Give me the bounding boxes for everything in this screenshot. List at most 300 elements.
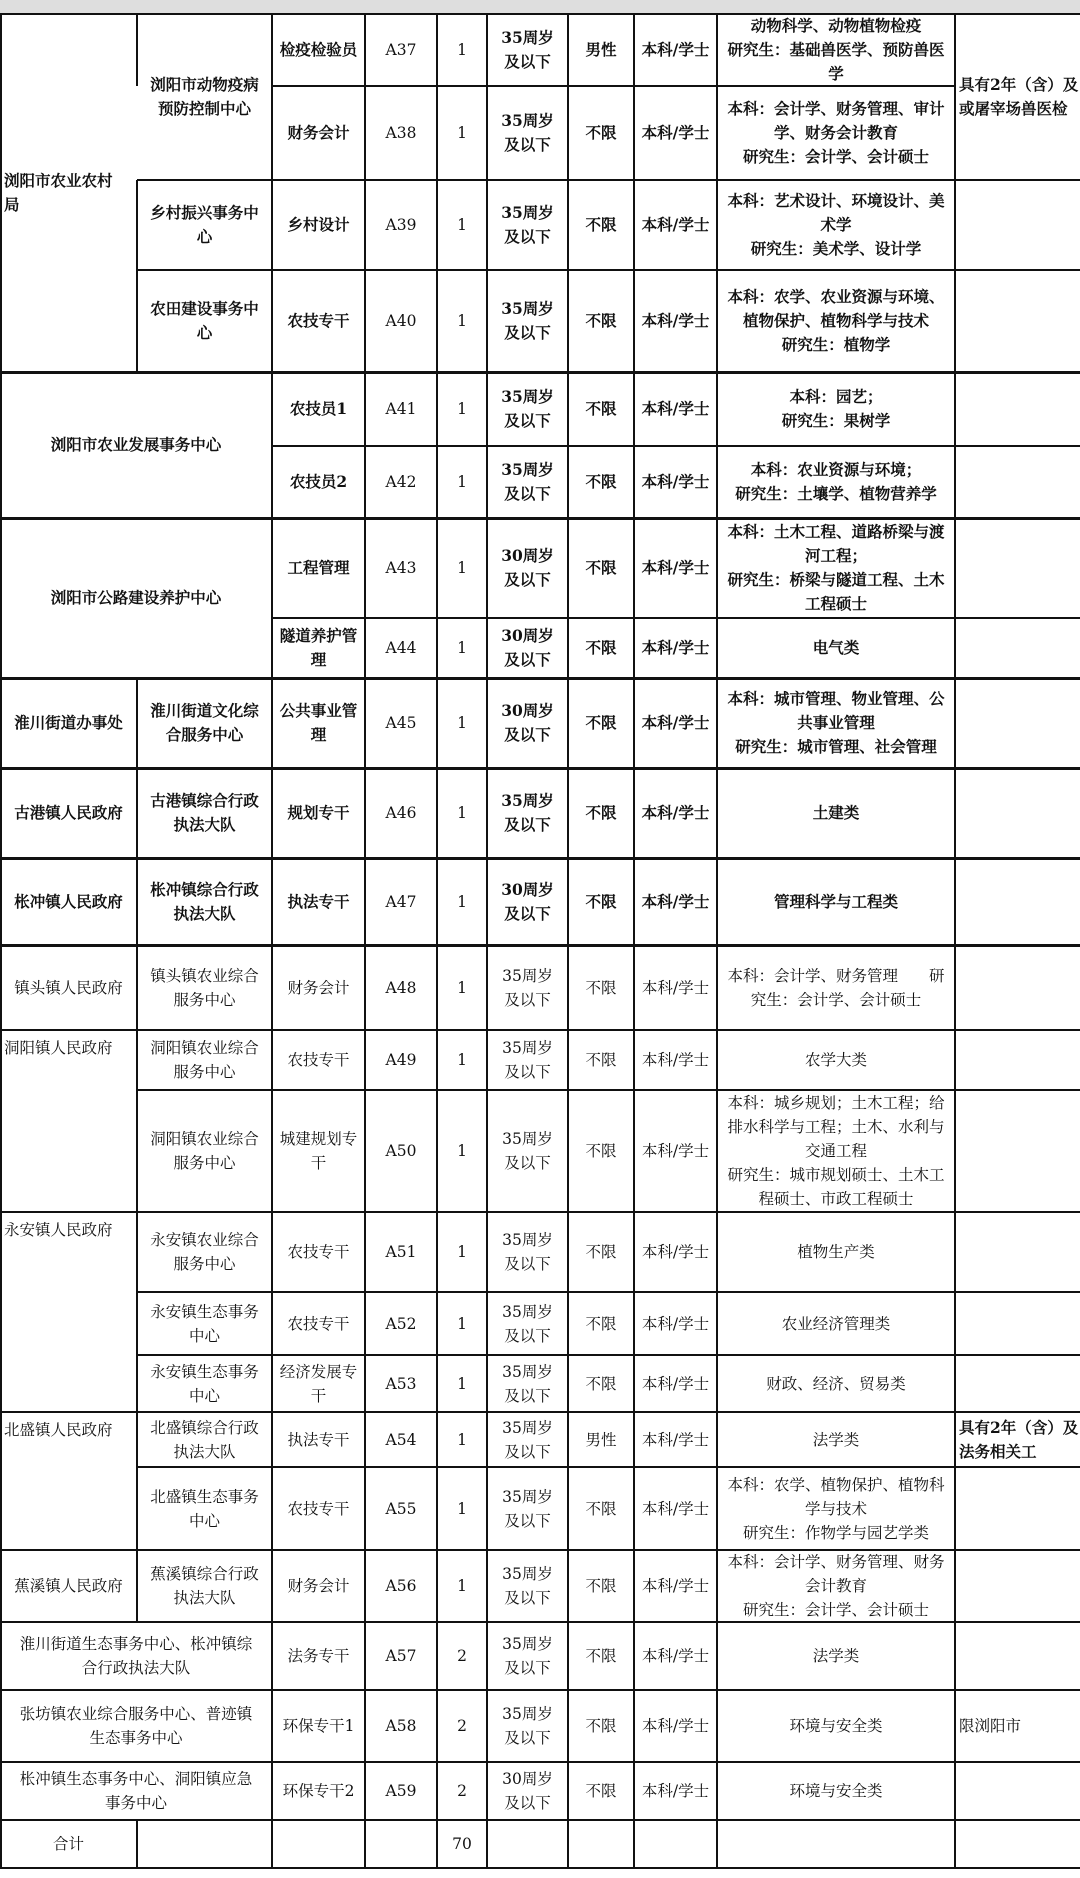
grid-hline bbox=[955, 371, 1080, 374]
count-cell: 1 bbox=[457, 978, 467, 997]
post-cell: 执法专干 bbox=[287, 891, 350, 911]
grid-hline bbox=[272, 1211, 955, 1213]
count-cell: 1 bbox=[457, 473, 467, 491]
grid-hline bbox=[137, 1029, 272, 1031]
grid-hline bbox=[272, 1029, 955, 1031]
sub-unit-cell: 农田建设事务中 心 bbox=[150, 299, 259, 342]
grid-hline bbox=[272, 1466, 955, 1468]
major-cell: 土建类 bbox=[812, 803, 860, 822]
other-requirements-cell bbox=[955, 1622, 1080, 1690]
unit-cell: 淮川街道生态事务中心、枨冲镇综 合行政执法大队 bbox=[19, 1635, 253, 1677]
other-requirements-cell bbox=[955, 518, 1080, 618]
unit-cell: 古港镇人民政府 bbox=[14, 803, 123, 822]
unit-cell: 镇头镇人民政府 bbox=[14, 978, 123, 997]
grid-hline bbox=[137, 1089, 272, 1091]
post-cell: 公共事业管 理 bbox=[279, 701, 358, 744]
grid-hline bbox=[955, 1291, 1080, 1293]
grid-hline bbox=[955, 1621, 1080, 1623]
post-cell: 农技专干 bbox=[287, 1314, 350, 1333]
other-requirements-cell bbox=[955, 1762, 1080, 1820]
grid-hline bbox=[272, 617, 955, 619]
other-requirements-cell bbox=[955, 858, 1080, 945]
grid-hline bbox=[137, 517, 272, 520]
grid-hline bbox=[137, 1354, 272, 1356]
education-cell: 本科/学士 bbox=[641, 1430, 710, 1449]
other-requirements-cell bbox=[955, 180, 1080, 270]
gender-cell: 不限 bbox=[585, 1142, 617, 1160]
grid-hline bbox=[137, 1689, 272, 1691]
count-cell: 1 bbox=[457, 1243, 467, 1261]
grid-hline bbox=[137, 1211, 272, 1213]
grid-vline bbox=[136, 1090, 138, 1212]
grid-vline bbox=[136, 1550, 138, 1622]
unit-cell: 枨冲镇人民政府 bbox=[14, 891, 123, 911]
gender-cell: 不限 bbox=[585, 891, 617, 911]
age-cell: 35周岁 及以下 bbox=[502, 1635, 553, 1677]
code-cell: A43 bbox=[385, 559, 417, 577]
education-cell: 本科/学士 bbox=[641, 713, 710, 732]
grid-hline bbox=[955, 617, 1080, 619]
post-cell: 执法专干 bbox=[287, 1430, 350, 1449]
other-requirements-cell bbox=[955, 768, 1080, 858]
major-cell: 植物生产类 bbox=[797, 1243, 875, 1261]
count-cell: 1 bbox=[457, 124, 467, 142]
grid-hline bbox=[272, 1819, 955, 1821]
gender-cell: 不限 bbox=[585, 215, 617, 234]
grid-hline bbox=[955, 517, 1080, 520]
sub-unit-cell: 北盛镇生态事务 中心 bbox=[150, 1487, 259, 1530]
grid-hline bbox=[272, 1621, 955, 1623]
grid-hline bbox=[272, 944, 955, 947]
major-cell: 本科：农业资源与环境； 研究生：土壤学、植物营养学 bbox=[735, 460, 937, 503]
grid-hline bbox=[0, 1549, 137, 1551]
gender-cell: 不限 bbox=[585, 558, 617, 577]
major-cell: 环境与安全类 bbox=[789, 1782, 883, 1800]
code-cell: A44 bbox=[385, 639, 417, 657]
grid-hline bbox=[955, 1089, 1080, 1091]
count-cell: 1 bbox=[457, 1430, 467, 1449]
other-requirements-cell bbox=[955, 446, 1080, 518]
unit-cell: 永安镇人民政府 bbox=[4, 1221, 113, 1239]
code-cell: A38 bbox=[385, 124, 417, 142]
grid-hline bbox=[0, 1819, 137, 1821]
grid-hline bbox=[272, 371, 955, 374]
grid-hline bbox=[272, 1354, 955, 1356]
major-cell: 本科：城乡规划；土木工程；给 排水科学与工程；土木、水利与 交通工程 研究生：城市规划硕士、土木工 程硕士、市政工程硕士 bbox=[727, 1094, 945, 1208]
code-cell: A47 bbox=[385, 892, 417, 911]
sub-unit-cell: 洞阳镇农业综合 服务中心 bbox=[150, 1039, 259, 1081]
grid-hline bbox=[0, 677, 137, 680]
post-cell: 环保专干2 bbox=[282, 1782, 355, 1800]
education-cell: 本科/学士 bbox=[641, 399, 710, 418]
grid-hline bbox=[272, 269, 955, 271]
grid-vline bbox=[567, 14, 569, 1868]
grid-hline bbox=[955, 1819, 1080, 1821]
sub-unit-cell: 永安镇生态事务 中心 bbox=[150, 1362, 259, 1405]
code-cell: A56 bbox=[385, 1577, 417, 1595]
count-cell: 1 bbox=[457, 804, 467, 822]
sub-unit-cell: 永安镇农业综合 服务中心 bbox=[150, 1231, 259, 1273]
post-cell: 农技员1 bbox=[289, 399, 348, 418]
education-cell: 本科/学士 bbox=[641, 1243, 710, 1261]
gender-cell: 不限 bbox=[585, 1051, 617, 1069]
age-cell: 35周岁 及以下 bbox=[501, 203, 554, 246]
education-cell: 本科/学士 bbox=[641, 891, 710, 911]
gender-cell: 不限 bbox=[585, 1499, 617, 1518]
unit-cell: 张坊镇农业综合服务中心、普迹镇 生态事务中心 bbox=[19, 1705, 253, 1747]
other-requirements-cell bbox=[955, 1090, 1080, 1212]
other-requirements-cell bbox=[955, 618, 1080, 678]
grid-hline bbox=[955, 1466, 1080, 1468]
grid-hline bbox=[955, 1689, 1080, 1691]
education-cell: 本科/学士 bbox=[641, 1782, 710, 1800]
education-cell: 本科/学士 bbox=[641, 1647, 710, 1665]
major-cell: 电气类 bbox=[812, 638, 860, 657]
grid-hline bbox=[272, 13, 955, 15]
grid-vline bbox=[136, 1467, 138, 1550]
sub-unit-cell: 淮川街道文化综 合服务中心 bbox=[150, 701, 259, 744]
grid-hline bbox=[0, 944, 137, 947]
total-count: 70 bbox=[452, 1835, 472, 1853]
post-cell: 农技员2 bbox=[289, 472, 348, 491]
education-cell: 本科/学士 bbox=[641, 1142, 710, 1160]
grid-hline bbox=[0, 857, 137, 860]
grid-hline bbox=[272, 445, 955, 447]
age-cell: 35周岁 及以下 bbox=[501, 111, 554, 154]
age-cell: 35周岁 及以下 bbox=[502, 1039, 553, 1081]
gender-cell: 不限 bbox=[585, 1647, 617, 1665]
unit-cell: 浏阳市农业农村 局 bbox=[4, 171, 113, 214]
post-cell: 财务会计 bbox=[287, 1577, 350, 1595]
education-cell: 本科/学士 bbox=[641, 638, 710, 657]
post-cell: 经济发展专 干 bbox=[279, 1362, 358, 1405]
code-cell: A58 bbox=[385, 1717, 417, 1735]
code-cell: A53 bbox=[385, 1374, 417, 1393]
other-requirements-cell bbox=[955, 372, 1080, 446]
count-cell: 1 bbox=[457, 312, 467, 330]
grid-hline bbox=[137, 1819, 272, 1821]
major-cell: 管理科学与工程类 bbox=[773, 891, 898, 911]
major-cell: 本科：艺术设计、环境设计、美 术学 研究生：美术学、设计学 bbox=[727, 191, 945, 258]
gender-cell: 不限 bbox=[585, 1243, 617, 1261]
grid-vline bbox=[136, 945, 138, 1030]
post-cell: 环保专干1 bbox=[282, 1717, 355, 1735]
education-cell: 本科/学士 bbox=[641, 803, 710, 822]
grid-hline bbox=[0, 1029, 137, 1031]
code-cell: A45 bbox=[385, 714, 417, 732]
gender-cell: 男性 bbox=[585, 40, 617, 59]
unit-cell: 枨冲镇生态事务中心、洞阳镇应急 事务中心 bbox=[19, 1770, 253, 1812]
other-requirements-cell bbox=[955, 1355, 1080, 1412]
age-cell: 35周岁 及以下 bbox=[502, 1362, 553, 1405]
education-cell: 本科/学士 bbox=[641, 1051, 710, 1069]
age-cell: 35周岁 及以下 bbox=[501, 460, 554, 503]
gender-cell: 不限 bbox=[585, 311, 617, 330]
sub-unit-cell: 永安镇生态事务 中心 bbox=[150, 1302, 259, 1345]
grid-vline bbox=[136, 858, 138, 945]
code-cell: A42 bbox=[385, 473, 417, 491]
age-cell: 35周岁 及以下 bbox=[501, 299, 554, 342]
grid-hline bbox=[272, 85, 955, 87]
other-requirements-cell bbox=[955, 1292, 1080, 1355]
grid-hline bbox=[955, 1549, 1080, 1551]
grid-hline bbox=[272, 1867, 955, 1869]
sub-unit-cell: 北盛镇综合行政 执法大队 bbox=[150, 1418, 259, 1461]
education-cell: 本科/学士 bbox=[641, 215, 710, 234]
other-requirements-cell bbox=[955, 270, 1080, 372]
grid-hline bbox=[955, 179, 1080, 181]
age-cell: 35周岁 及以下 bbox=[501, 791, 554, 834]
gender-cell: 不限 bbox=[585, 1577, 617, 1595]
grid-hline bbox=[0, 1411, 137, 1413]
major-cell: 本科：城市管理、物业管理、公 共事业管理 研究生：城市管理、社会管理 bbox=[727, 689, 945, 756]
count-cell: 1 bbox=[457, 559, 467, 577]
age-cell: 35周岁 及以下 bbox=[502, 1130, 553, 1172]
major-cell: 本科：农学、农业资源与环境、 植物保护、植物科学与技术 研究生：植物学 bbox=[727, 287, 945, 354]
grid-hline bbox=[272, 1291, 955, 1293]
education-cell: 本科/学士 bbox=[641, 1577, 710, 1595]
grid-hline bbox=[955, 767, 1080, 770]
post-cell: 规划专干 bbox=[287, 803, 350, 822]
grid-vline bbox=[136, 180, 138, 270]
education-cell: 本科/学士 bbox=[641, 1717, 710, 1735]
education-cell: 本科/学士 bbox=[641, 558, 710, 577]
grid-hline bbox=[137, 1411, 272, 1413]
code-cell: A37 bbox=[385, 41, 417, 59]
grid-hline bbox=[137, 13, 272, 15]
grid-hline bbox=[0, 13, 137, 15]
grid-hline bbox=[137, 1621, 272, 1623]
grid-hline bbox=[955, 1354, 1080, 1356]
education-cell: 本科/学士 bbox=[641, 40, 710, 59]
other-requirements-cell bbox=[955, 1212, 1080, 1292]
grid-hline bbox=[272, 1549, 955, 1551]
major-cell: 本科：园艺； 研究生：果树学 bbox=[781, 387, 891, 430]
education-cell: 本科/学士 bbox=[641, 472, 710, 491]
post-cell: 检疫检验员 bbox=[279, 40, 358, 59]
grid-hline bbox=[272, 677, 955, 680]
gender-cell: 不限 bbox=[585, 1374, 617, 1393]
count-cell: 2 bbox=[457, 1647, 467, 1665]
grid-hline bbox=[272, 1411, 955, 1413]
education-cell: 本科/学士 bbox=[641, 123, 710, 142]
grid-vline bbox=[954, 14, 956, 1868]
age-cell: 35周岁 及以下 bbox=[502, 1487, 553, 1530]
age-cell: 35周岁 及以下 bbox=[502, 1565, 553, 1607]
gender-cell: 不限 bbox=[585, 638, 617, 657]
grid-vline bbox=[136, 270, 138, 372]
other-requirements-cell bbox=[955, 1550, 1080, 1622]
grid-hline bbox=[0, 1761, 137, 1763]
sub-unit-cell: 镇头镇农业综合 服务中心 bbox=[150, 966, 259, 1009]
sub-unit-cell: 浏阳市动物疫病 预防控制中心 bbox=[150, 75, 259, 118]
age-cell: 35周岁 及以下 bbox=[502, 966, 553, 1009]
major-cell: 财政、经济、贸易类 bbox=[766, 1374, 906, 1393]
gender-cell: 男性 bbox=[585, 1430, 617, 1449]
code-cell: A39 bbox=[385, 216, 417, 234]
other-requirements-cell bbox=[955, 678, 1080, 768]
count-cell: 1 bbox=[457, 216, 467, 234]
code-cell: A49 bbox=[385, 1051, 417, 1069]
grid-hline bbox=[272, 857, 955, 860]
sub-unit-cell: 乡村振兴事务中 心 bbox=[150, 203, 259, 246]
grid-hline bbox=[137, 1291, 272, 1293]
major-cell: 法学类 bbox=[812, 1647, 860, 1665]
grid-vline bbox=[136, 1355, 138, 1412]
age-cell: 30周岁 及以下 bbox=[501, 626, 554, 669]
grid-vline bbox=[136, 678, 138, 768]
grid-vline bbox=[364, 14, 366, 1868]
grid-vline bbox=[271, 14, 273, 1868]
post-cell: 农技专干 bbox=[287, 1051, 350, 1069]
sub-unit-cell: 枨冲镇综合行政 执法大队 bbox=[150, 879, 259, 923]
gender-cell: 不限 bbox=[585, 123, 617, 142]
age-cell: 30周岁 及以下 bbox=[502, 1770, 553, 1812]
major-cell: 本科：会计学、财务管理、财务 会计教育 研究生：会计学、会计硕士 bbox=[727, 1553, 945, 1619]
count-cell: 1 bbox=[457, 714, 467, 732]
grid-vline bbox=[136, 1292, 138, 1355]
grid-hline bbox=[137, 677, 272, 680]
unit-cell: 淮川街道办事处 bbox=[14, 713, 123, 732]
count-cell: 2 bbox=[457, 1782, 467, 1800]
post-cell: 财务会计 bbox=[287, 123, 350, 142]
gender-cell: 不限 bbox=[585, 1782, 617, 1800]
major-cell: 动物科学、动物植物检疫 研究生：基础兽医学、预防兽医 学 bbox=[727, 16, 945, 83]
other-requirements-cell: 具有2年（含）及 法务相关工 bbox=[959, 1417, 1079, 1461]
other-requirements-cell bbox=[955, 1467, 1080, 1550]
grid-hline bbox=[0, 1621, 137, 1623]
unit-cell: 浏阳市农业发展事务中心 bbox=[50, 435, 222, 454]
count-cell: 1 bbox=[457, 1142, 467, 1160]
code-cell: A52 bbox=[385, 1314, 417, 1333]
other-requirements-cell: 限浏阳市 bbox=[959, 1717, 1022, 1735]
count-cell: 1 bbox=[457, 892, 467, 911]
grid-hline bbox=[137, 767, 272, 770]
count-cell: 1 bbox=[457, 400, 467, 418]
gender-cell: 不限 bbox=[585, 1717, 617, 1735]
grid-hline bbox=[955, 1211, 1080, 1213]
grid-hline bbox=[955, 1761, 1080, 1763]
age-cell: 35周岁 及以下 bbox=[501, 387, 554, 430]
post-cell: 法务专干 bbox=[287, 1647, 350, 1665]
major-cell: 环境与安全类 bbox=[789, 1717, 883, 1735]
grid-hline bbox=[955, 1411, 1080, 1413]
count-cell: 2 bbox=[457, 1717, 467, 1735]
gender-cell: 不限 bbox=[585, 399, 617, 418]
gender-cell: 不限 bbox=[585, 978, 617, 997]
major-cell: 农业经济管理类 bbox=[781, 1314, 891, 1333]
grid-hline bbox=[0, 1867, 137, 1869]
age-cell: 35周岁 及以下 bbox=[502, 1302, 553, 1345]
grid-vline bbox=[633, 14, 635, 1868]
total-label: 合计 bbox=[52, 1835, 84, 1853]
gender-cell: 不限 bbox=[585, 803, 617, 822]
grid-hline bbox=[137, 1867, 272, 1869]
education-cell: 本科/学士 bbox=[641, 1314, 710, 1333]
grid-hline bbox=[137, 1761, 272, 1763]
code-cell: A59 bbox=[385, 1782, 417, 1800]
gender-cell: 不限 bbox=[585, 713, 617, 732]
post-cell: 农技专干 bbox=[287, 1243, 350, 1261]
code-cell: A54 bbox=[385, 1430, 417, 1449]
post-cell: 城建规划专 干 bbox=[279, 1130, 358, 1172]
count-cell: 1 bbox=[457, 1314, 467, 1333]
grid-hline bbox=[0, 371, 137, 374]
grid-hline bbox=[955, 677, 1080, 680]
gender-cell: 不限 bbox=[585, 472, 617, 491]
code-cell: A57 bbox=[385, 1647, 417, 1665]
code-cell: A50 bbox=[385, 1142, 417, 1160]
code-cell: A40 bbox=[385, 312, 417, 330]
grid-hline bbox=[137, 944, 272, 947]
grid-hline bbox=[955, 445, 1080, 447]
grid-hline bbox=[955, 1029, 1080, 1031]
grid-hline bbox=[137, 1466, 272, 1468]
grid-hline bbox=[272, 517, 955, 520]
sub-unit-cell: 洞阳镇农业综合 服务中心 bbox=[150, 1130, 259, 1172]
code-cell: A46 bbox=[385, 804, 417, 822]
count-cell: 1 bbox=[457, 1499, 467, 1518]
code-cell: A41 bbox=[385, 400, 417, 418]
grid-hline bbox=[0, 517, 137, 520]
other-requirements-cell bbox=[955, 1030, 1080, 1090]
age-cell: 30周岁 及以下 bbox=[501, 879, 554, 923]
grid-hline bbox=[272, 767, 955, 770]
age-cell: 30周岁 及以下 bbox=[501, 546, 554, 589]
grid-hline bbox=[0, 1689, 137, 1691]
grid-vline bbox=[0, 14, 2, 1868]
age-cell: 35周岁 及以下 bbox=[502, 1705, 553, 1747]
education-cell: 本科/学士 bbox=[641, 978, 710, 997]
major-cell: 农学大类 bbox=[804, 1051, 867, 1069]
education-cell: 本科/学士 bbox=[641, 1374, 710, 1393]
unit-cell: 浏阳市公路建设养护中心 bbox=[50, 588, 222, 607]
grid-vline bbox=[136, 1820, 138, 1868]
grid-vline bbox=[486, 14, 488, 1868]
grid-hline bbox=[0, 767, 137, 770]
top-strip bbox=[0, 0, 1080, 14]
unit-cell: 蕉溪镇人民政府 bbox=[14, 1577, 123, 1595]
grid-hline bbox=[137, 1549, 272, 1551]
post-cell: 财务会计 bbox=[287, 978, 350, 997]
grid-hline bbox=[955, 857, 1080, 860]
grid-vline bbox=[136, 14, 138, 86]
grid-hline bbox=[137, 269, 272, 271]
education-cell: 本科/学士 bbox=[641, 1499, 710, 1518]
other-requirements-cell: 具有2年（含）及 或屠宰场兽医检 bbox=[959, 75, 1079, 118]
grid-hline bbox=[272, 179, 955, 181]
grid-hline bbox=[0, 1211, 137, 1213]
sub-unit-cell: 蕉溪镇综合行政 执法大队 bbox=[150, 1565, 259, 1607]
post-cell: 乡村设计 bbox=[287, 215, 350, 234]
major-cell: 本科：土木工程、道路桥梁与渡 河工程； 研究生：桥梁与隧道工程、土木 工程硕士 bbox=[727, 522, 945, 613]
count-cell: 1 bbox=[457, 1051, 467, 1069]
grid-hline bbox=[137, 371, 272, 374]
code-cell: A55 bbox=[385, 1499, 417, 1518]
other-requirements-cell bbox=[955, 945, 1080, 1030]
post-cell: 工程管理 bbox=[287, 558, 350, 577]
count-cell: 1 bbox=[457, 639, 467, 657]
gender-cell: 不限 bbox=[585, 1314, 617, 1333]
post-cell: 农技专干 bbox=[287, 311, 350, 330]
grid-vline bbox=[716, 14, 718, 1868]
grid-hline bbox=[955, 1867, 1080, 1869]
count-cell: 1 bbox=[457, 41, 467, 59]
age-cell: 35周岁 及以下 bbox=[502, 1418, 553, 1461]
grid-hline bbox=[137, 857, 272, 860]
grid-hline bbox=[955, 269, 1080, 271]
age-cell: 30周岁 及以下 bbox=[501, 701, 554, 744]
